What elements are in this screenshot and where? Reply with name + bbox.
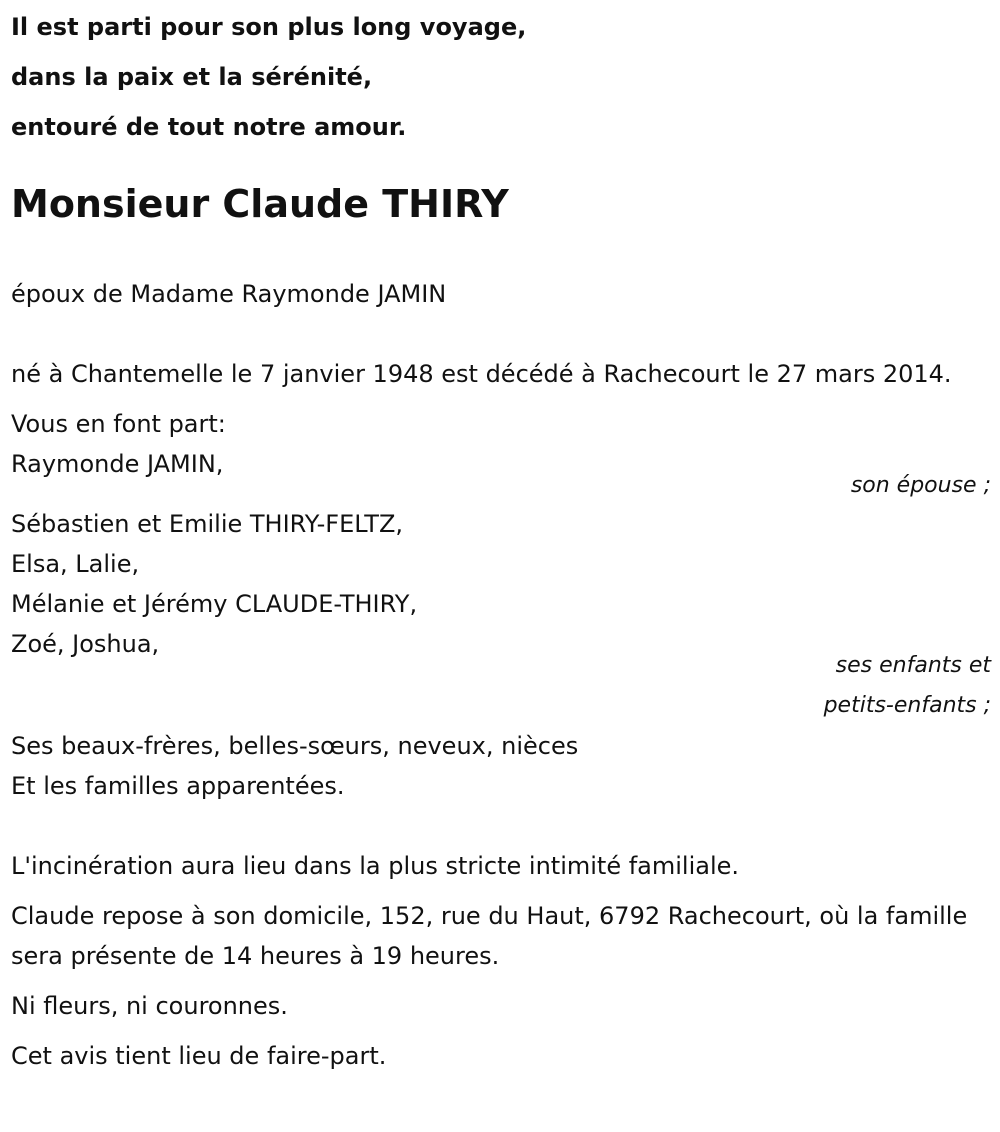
obituary-notice: [11, 0, 991, 1076]
children-role-line: ses enfants et: [835, 653, 991, 678]
poem-line: entouré de tout notre amour.: [11, 113, 407, 141]
spouse-role: son épouse ;: [850, 473, 991, 498]
children-list: [11, 504, 991, 664]
list-item: Mélanie et Jérémy CLAUDE-THIRY,: [11, 590, 418, 618]
announcement-intro: Vous en font part:: [11, 410, 226, 438]
spouse-name: Raymonde JAMIN,: [11, 450, 224, 478]
notice-line: Cet avis tient lieu de faire-part.: [11, 1042, 387, 1070]
no-flowers-line: Ni fleurs, ni couronnes.: [11, 992, 288, 1020]
cremation-line: L'incinération aura lieu dans la plus stricte intimité familiale.: [11, 852, 740, 880]
rests-at-line: Claude repose à son domicile, 152, rue du Haut, 6792 Rachecourt, où la famille sera présente de 14 heures à 19 heures.: [11, 902, 968, 970]
list-item: Elsa, Lalie,: [11, 550, 140, 578]
list-item: Et les familles apparentées.: [11, 772, 345, 800]
list-item: Zoé, Joshua,: [11, 630, 160, 658]
birth-death-line: né à Chantemelle le 7 janvier 1948 est décédé à Rachecourt le 27 mars 2014.: [11, 360, 952, 388]
list-item: Ses beaux-frères, belles-sœurs, neveux, nièces: [11, 732, 579, 760]
deceased-name: Monsieur Claude THIRY: [11, 182, 509, 226]
children-role-line: petits-enfants ;: [823, 693, 991, 718]
relatives: [11, 726, 991, 806]
opening-poem: [11, 2, 991, 152]
spouse-line: époux de Madame Raymonde JAMIN: [11, 280, 447, 308]
poem-line: Il est parti pour son plus long voyage,: [11, 13, 527, 41]
poem-line: dans la paix et la sérénité,: [11, 63, 373, 91]
list-item: Sébastien et Emilie THIRY-FELTZ,: [11, 510, 404, 538]
